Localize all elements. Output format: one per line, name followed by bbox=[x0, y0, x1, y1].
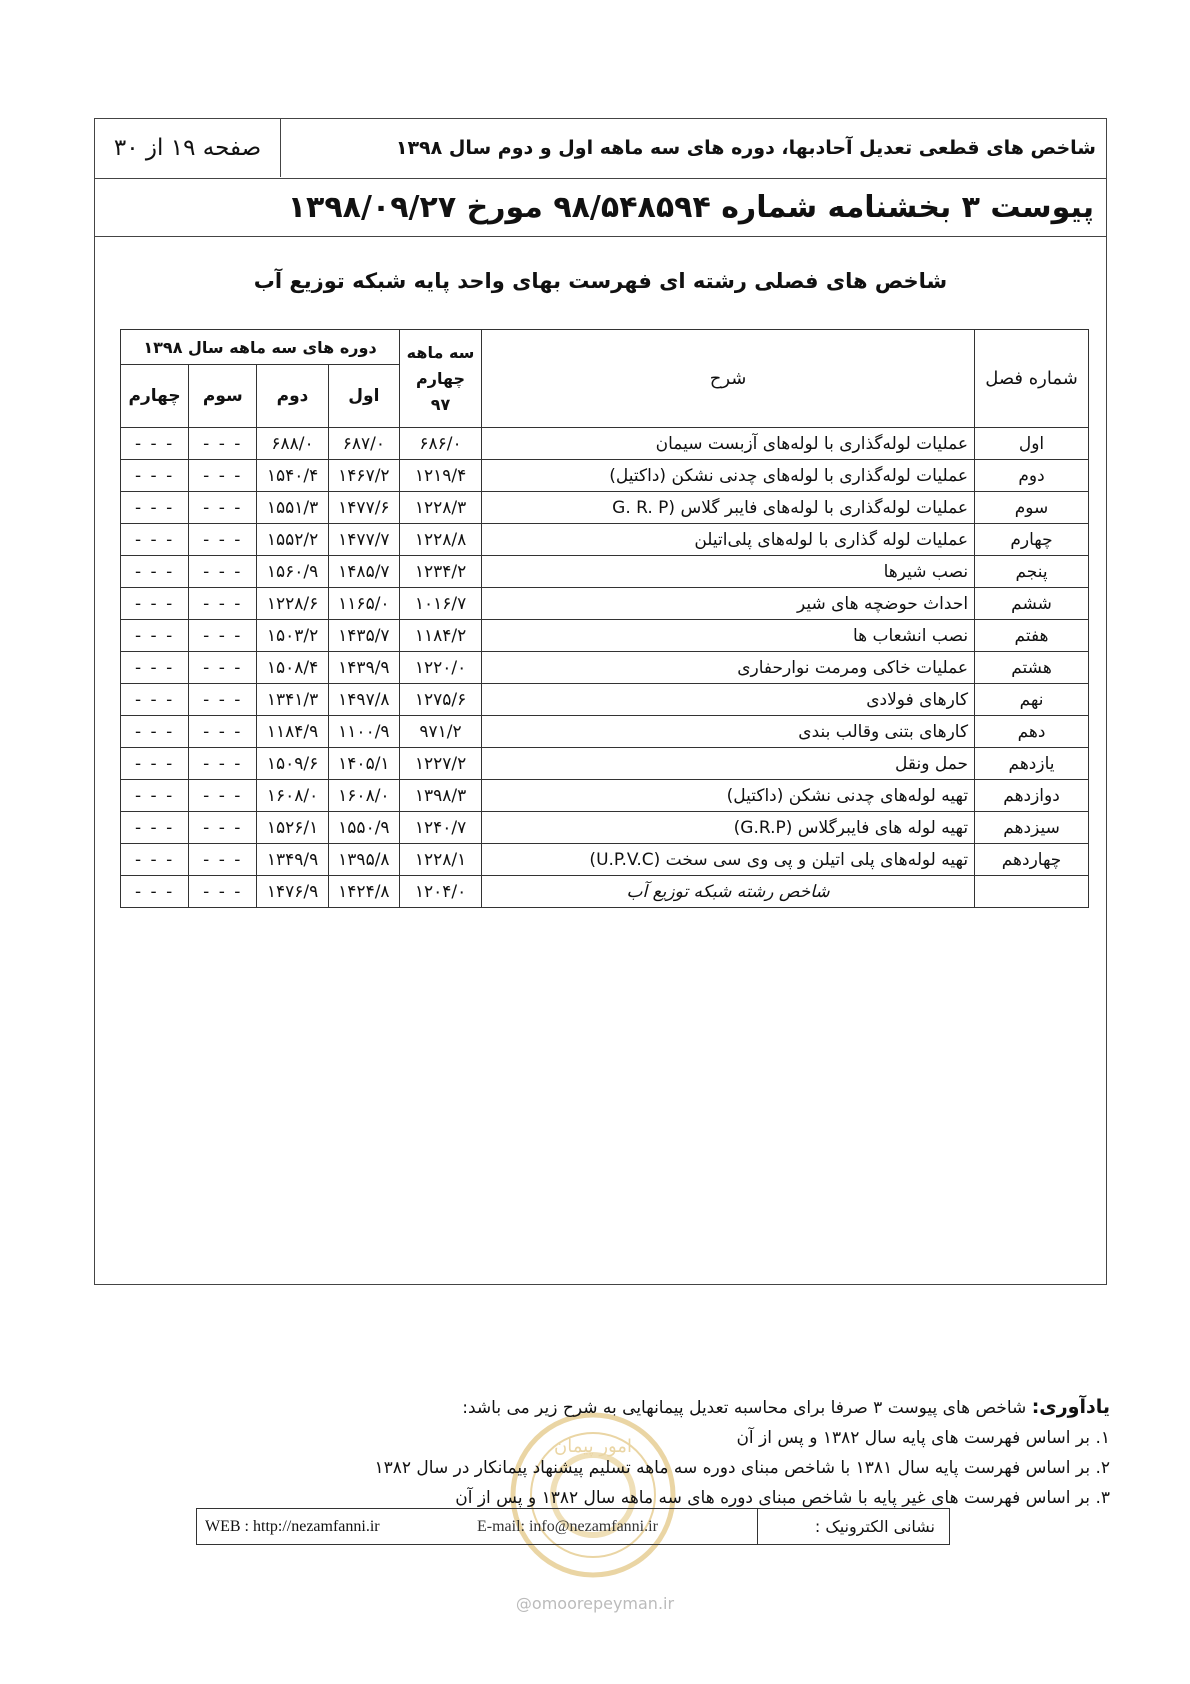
description-cell: عملیات لوله‌گذاری با لوله‌های آزبست سیمان bbox=[482, 428, 975, 460]
q1-cell: ۱۴۹۷/۸ bbox=[328, 684, 399, 716]
q3-cell: - - - bbox=[189, 716, 257, 748]
q1-cell: ۱۱۰۰/۹ bbox=[328, 716, 399, 748]
q2-cell: ۱۵۴۰/۴ bbox=[257, 460, 328, 492]
header-periods-group: دوره های سه ماهه سال ۱۳۹۸ bbox=[121, 330, 400, 365]
notes-lead-text: شاخص های پیوست ۳ صرفا برای محاسبه تعدیل پیمانهایی به شرح زیر می باشد: bbox=[462, 1398, 1032, 1418]
table-row bbox=[121, 684, 1089, 716]
q97-cell: ۱۲۰۴/۰ bbox=[400, 876, 482, 908]
chapter-cell: پنجم bbox=[975, 556, 1089, 588]
chapter-cell: نهم bbox=[975, 684, 1089, 716]
table-row bbox=[121, 556, 1089, 588]
q2-cell: ۱۳۴۱/۳ bbox=[257, 684, 328, 716]
q97-cell: ۱۰۱۶/۷ bbox=[400, 588, 482, 620]
header-description: شرح bbox=[482, 330, 975, 428]
q1-cell: ۶۸۷/۰ bbox=[328, 428, 399, 460]
chapter-cell: ششم bbox=[975, 588, 1089, 620]
table-row bbox=[121, 652, 1089, 684]
document-title: شاخص های قطعی تعدیل آحادبها، دوره های سه ماهه اول و دوم سال ۱۳۹۸ bbox=[395, 137, 1096, 159]
q97-cell: ۱۲۱۹/۴ bbox=[400, 460, 482, 492]
q2-cell: ۱۵۰۳/۲ bbox=[257, 620, 328, 652]
q1-cell: ۱۱۶۵/۰ bbox=[328, 588, 399, 620]
table-row bbox=[121, 588, 1089, 620]
chapter-cell bbox=[975, 876, 1089, 908]
table-row bbox=[121, 780, 1089, 812]
description-cell: کارهای بتنی وقالب بندی bbox=[482, 716, 975, 748]
page-number: صفحه ۱۹ از ۳۰ bbox=[95, 119, 281, 177]
q3-cell: - - - bbox=[189, 460, 257, 492]
header-q2: دوم bbox=[257, 365, 328, 428]
q3-cell: - - - bbox=[189, 876, 257, 908]
q3-cell: - - - bbox=[189, 588, 257, 620]
q97-cell: ۱۲۲۸/۸ bbox=[400, 524, 482, 556]
q2-cell: ۱۱۸۴/۹ bbox=[257, 716, 328, 748]
q1-cell: ۱۶۰۸/۰ bbox=[328, 780, 399, 812]
q4-cell: - - - bbox=[121, 428, 189, 460]
header-q1: اول bbox=[328, 365, 399, 428]
q97-cell: ۶۸۶/۰ bbox=[400, 428, 482, 460]
contact-box bbox=[196, 1508, 950, 1545]
header-row bbox=[95, 119, 1106, 179]
q4-cell: - - - bbox=[121, 524, 189, 556]
description-cell: حمل ونقل bbox=[482, 748, 975, 780]
chapter-cell: چهاردهم bbox=[975, 844, 1089, 876]
header-q4: چهارم bbox=[121, 365, 189, 428]
page-frame bbox=[94, 118, 1107, 1285]
q3-cell: - - - bbox=[189, 428, 257, 460]
q1-cell: ۱۴۸۵/۷ bbox=[328, 556, 399, 588]
table-row bbox=[121, 492, 1089, 524]
table-row bbox=[121, 748, 1089, 780]
q2-cell: ۱۳۴۹/۹ bbox=[257, 844, 328, 876]
q3-cell: - - - bbox=[189, 492, 257, 524]
q1-cell: ۱۳۹۵/۸ bbox=[328, 844, 399, 876]
table-row bbox=[121, 524, 1089, 556]
q2-cell: ۱۵۶۰/۹ bbox=[257, 556, 328, 588]
description-cell: تهیه لوله های فایبرگلاس (G.R.P) bbox=[482, 812, 975, 844]
notes-item: ۲. بر اساس فهرست پایه سال ۱۳۸۱ با شاخص مبنای دوره سه ماهه تسلیم پیشنهاد پیمانکار در سال ۱۳۸۲ bbox=[374, 1458, 1110, 1478]
q97-cell: ۱۳۹۸/۳ bbox=[400, 780, 482, 812]
q3-cell: - - - bbox=[189, 652, 257, 684]
watermark-text: @omoorepeyman.ir bbox=[515, 1594, 675, 1613]
q4-cell: - - - bbox=[121, 748, 189, 780]
notes-lead-line bbox=[100, 1392, 1110, 1423]
q1-cell: ۱۵۵۰/۹ bbox=[328, 812, 399, 844]
circular-title: پیوست ۳ بخشنامه شماره ۹۸/۵۴۸۵۹۴ مورخ ۱۳۹۸/۰۹/۲۷ bbox=[95, 179, 1106, 237]
q2-cell: ۱۵۵۱/۳ bbox=[257, 492, 328, 524]
description-cell: تهیه لوله‌های پلی اتیلن و پی وی سی سخت (U.P.V.C) bbox=[482, 844, 975, 876]
header-q97 bbox=[400, 330, 482, 428]
q4-cell: - - - bbox=[121, 876, 189, 908]
description-cell: کارهای فولادی bbox=[482, 684, 975, 716]
q1-cell: ۱۴۷۷/۷ bbox=[328, 524, 399, 556]
svg-text:امور پیمان: امور پیمان bbox=[554, 1436, 632, 1457]
q3-cell: - - - bbox=[189, 812, 257, 844]
description-cell: عملیات لوله گذاری با لوله‌های پلی‌اتیلن bbox=[482, 524, 975, 556]
table-row bbox=[121, 812, 1089, 844]
table-body bbox=[121, 428, 1089, 908]
q2-cell: ۱۴۷۶/۹ bbox=[257, 876, 328, 908]
q1-cell: ۱۴۲۴/۸ bbox=[328, 876, 399, 908]
q4-cell: - - - bbox=[121, 844, 189, 876]
header-q97-label: سه ماهه چهارم ۹۷ bbox=[406, 342, 475, 414]
chapter-cell: دهم bbox=[975, 716, 1089, 748]
web-link[interactable]: WEB : http://nezamfanni.ir bbox=[205, 1517, 380, 1535]
description-cell: احداث حوضچه های شیر bbox=[482, 588, 975, 620]
q2-cell: ۱۵۲۶/۱ bbox=[257, 812, 328, 844]
chapter-cell: چهارم bbox=[975, 524, 1089, 556]
table-row bbox=[121, 844, 1089, 876]
q3-cell: - - - bbox=[189, 556, 257, 588]
notes-lead: یادآوری: bbox=[1031, 1396, 1110, 1418]
header-q3: سوم bbox=[189, 365, 257, 428]
q4-cell: - - - bbox=[121, 812, 189, 844]
q97-cell: ۱۲۷۵/۶ bbox=[400, 684, 482, 716]
q2-cell: ۱۲۲۸/۶ bbox=[257, 588, 328, 620]
contact-label: نشانی الکترونیک : bbox=[757, 1509, 949, 1544]
q4-cell: - - - bbox=[121, 716, 189, 748]
table-row bbox=[121, 460, 1089, 492]
chapter-cell: سیزدهم bbox=[975, 812, 1089, 844]
q97-cell: ۹۷۱/۲ bbox=[400, 716, 482, 748]
q1-cell: ۱۴۳۹/۹ bbox=[328, 652, 399, 684]
q1-cell: ۱۴۶۷/۲ bbox=[328, 460, 399, 492]
email-link[interactable]: E-mail: info@nezamfanni.ir bbox=[477, 1517, 658, 1535]
notes-item: ۳. بر اساس فهرست های غیر پایه با شاخص مبنای دوره های سه ماهه سال ۱۳۸۲ و پس از آن bbox=[455, 1488, 1110, 1508]
table-title: شاخص های فصلی رشته ای فهرست بهای واحد پایه شبکه توزیع آب bbox=[253, 269, 948, 293]
q1-cell: ۱۴۰۵/۱ bbox=[328, 748, 399, 780]
q3-cell: - - - bbox=[189, 748, 257, 780]
q4-cell: - - - bbox=[121, 684, 189, 716]
q4-cell: - - - bbox=[121, 492, 189, 524]
q1-cell: ۱۴۷۷/۶ bbox=[328, 492, 399, 524]
notes-section bbox=[100, 1392, 1110, 1513]
q97-cell: ۱۲۲۷/۲ bbox=[400, 748, 482, 780]
q2-cell: ۱۵۵۲/۲ bbox=[257, 524, 328, 556]
description-cell: شاخص رشته شبکه توزیع آب bbox=[482, 876, 975, 908]
q4-cell: - - - bbox=[121, 780, 189, 812]
q2-cell: ۶۸۸/۰ bbox=[257, 428, 328, 460]
q3-cell: - - - bbox=[189, 620, 257, 652]
notes-item: ۱. بر اساس فهرست های پایه سال ۱۳۸۲ و پس از آن bbox=[736, 1428, 1110, 1448]
header-chapter-no: شماره فصل bbox=[975, 330, 1089, 428]
table-row bbox=[121, 620, 1089, 652]
q97-cell: ۱۲۲۰/۰ bbox=[400, 652, 482, 684]
q3-cell: - - - bbox=[189, 844, 257, 876]
q97-cell: ۱۲۴۰/۷ bbox=[400, 812, 482, 844]
q97-cell: ۱۲۳۴/۲ bbox=[400, 556, 482, 588]
q1-cell: ۱۴۳۵/۷ bbox=[328, 620, 399, 652]
q97-cell: ۱۲۲۸/۱ bbox=[400, 844, 482, 876]
chapter-cell: هفتم bbox=[975, 620, 1089, 652]
q2-cell: ۱۵۰۹/۶ bbox=[257, 748, 328, 780]
table-total-row bbox=[121, 876, 1089, 908]
description-cell: نصب انشعاب ها bbox=[482, 620, 975, 652]
q97-cell: ۱۱۸۴/۲ bbox=[400, 620, 482, 652]
q4-cell: - - - bbox=[121, 556, 189, 588]
q4-cell: - - - bbox=[121, 620, 189, 652]
q4-cell: - - - bbox=[121, 588, 189, 620]
q3-cell: - - - bbox=[189, 780, 257, 812]
chapter-cell: دوازدهم bbox=[975, 780, 1089, 812]
q3-cell: - - - bbox=[189, 524, 257, 556]
description-cell: عملیات خاکی ومرمت نوارحفاری bbox=[482, 652, 975, 684]
q4-cell: - - - bbox=[121, 460, 189, 492]
q4-cell: - - - bbox=[121, 652, 189, 684]
chapter-cell: سوم bbox=[975, 492, 1089, 524]
chapter-cell: اول bbox=[975, 428, 1089, 460]
q2-cell: ۱۶۰۸/۰ bbox=[257, 780, 328, 812]
description-cell: عملیات لوله‌گذاری با لوله‌های فایبر گلاس (G. R. P bbox=[482, 492, 975, 524]
q2-cell: ۱۵۰۸/۴ bbox=[257, 652, 328, 684]
description-cell: عملیات لوله‌گذاری با لوله‌های چدنی نشکن (داکتیل) bbox=[482, 460, 975, 492]
table-row bbox=[121, 716, 1089, 748]
q3-cell: - - - bbox=[189, 684, 257, 716]
chapter-cell: دوم bbox=[975, 460, 1089, 492]
description-cell: تهیه لوله‌های چدنی نشکن (داکتیل) bbox=[482, 780, 975, 812]
description-cell: نصب شیرها bbox=[482, 556, 975, 588]
q97-cell: ۱۲۲۸/۳ bbox=[400, 492, 482, 524]
chapter-cell: یازدهم bbox=[975, 748, 1089, 780]
table-row bbox=[121, 428, 1089, 460]
chapter-cell: هشتم bbox=[975, 652, 1089, 684]
index-table bbox=[120, 329, 1089, 908]
